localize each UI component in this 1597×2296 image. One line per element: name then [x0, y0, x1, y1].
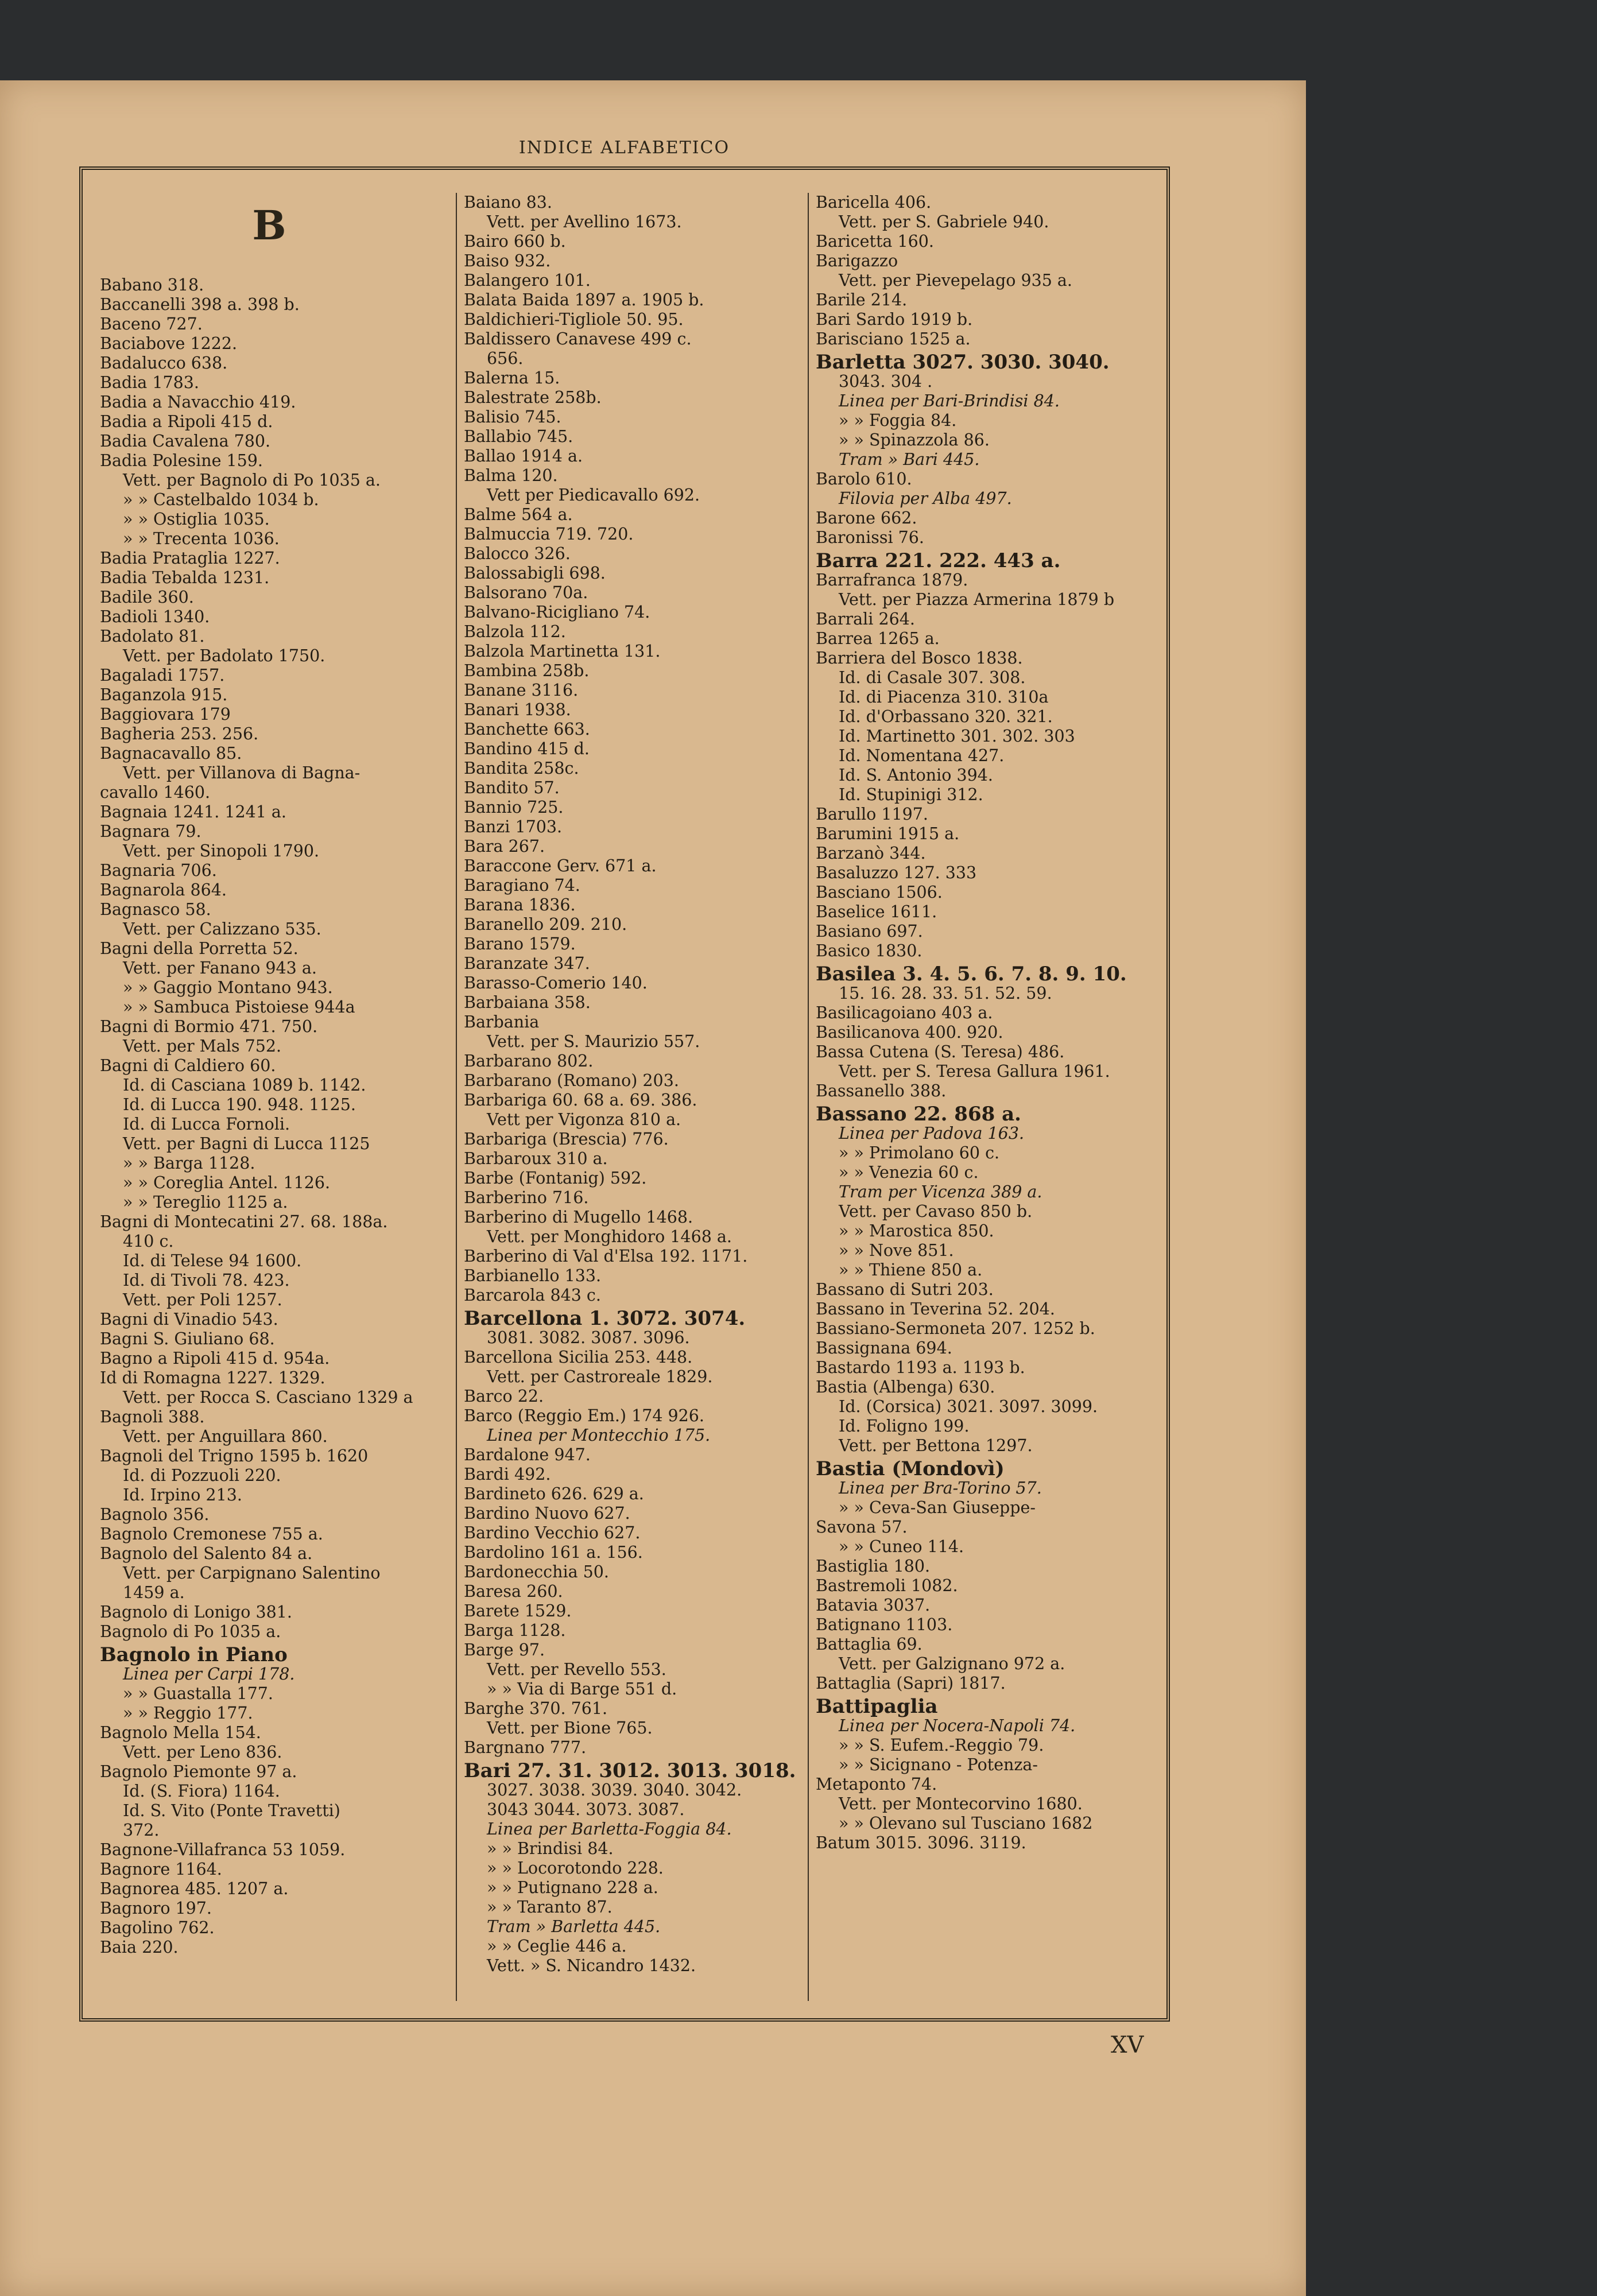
index-entry: Id. di Pozzuoli 220.: [123, 1466, 281, 1485]
index-entry: Bastiglia 180.: [816, 1557, 931, 1576]
index-entry: » » Castelbaldo 1034 b.: [123, 490, 319, 509]
index-entry: Bardino Vecchio 627.: [464, 1523, 641, 1542]
index-entry: » » Nove 851.: [839, 1241, 954, 1260]
index-entry: Baiano 83.: [464, 193, 552, 212]
index-entry: Id. di Lucca Fornoli.: [123, 1115, 290, 1134]
index-entry: Vett. per Bagni di Lucca 1125: [123, 1134, 370, 1153]
index-entry: Id. S. Antonio 394.: [839, 766, 993, 785]
index-entry: Barberino di Val d'Elsa 192. 1171.: [464, 1247, 748, 1266]
index-entry: Barbariga 60. 68 a. 69. 386.: [464, 1091, 697, 1110]
index-entry: Batum 3015. 3096. 3119.: [816, 1833, 1026, 1852]
index-entry: » » Taranto 87.: [487, 1898, 613, 1917]
index-entry: Bagnoli del Trigno 1595 b. 1620: [100, 1446, 369, 1465]
index-entry: Bagnolo Mella 154.: [100, 1723, 261, 1742]
index-entry: Vett. » S. Nicandro 1432.: [487, 1956, 696, 1975]
index-entry: 410 c.: [123, 1232, 174, 1251]
index-entry: Bastia (Mondovì): [816, 1457, 1005, 1480]
index-entry: Barletta 3027. 3030. 3040.: [816, 351, 1110, 374]
index-entry: » » Putignano 228 a.: [487, 1878, 658, 1897]
index-entry: Basilicanova 400. 920.: [816, 1023, 1003, 1042]
index-entry: Balmuccia 719. 720.: [464, 525, 634, 544]
index-entry: » » Locorotondo 228.: [487, 1859, 664, 1878]
index-entry: Bagnoli 388.: [100, 1407, 205, 1426]
index-entry: Balerna 15.: [464, 369, 560, 387]
index-entry: Bagheria 253. 256.: [100, 724, 259, 743]
index-entry: Vett. per Revello 553.: [487, 1660, 666, 1679]
index-entry: Vett. per Rocca S. Casciano 1329 a: [123, 1388, 413, 1407]
index-entry: Bardino Nuovo 627.: [464, 1504, 630, 1523]
index-entry: Bagnore 1164.: [100, 1860, 222, 1879]
index-entry: Bassa Cutena (S. Teresa) 486.: [816, 1042, 1065, 1061]
index-entry: Vett. per Cavaso 850 b.: [839, 1202, 1033, 1221]
index-entry: » » Brindisi 84.: [487, 1839, 614, 1858]
index-entry: Bagnoro 197.: [100, 1899, 212, 1918]
index-entry: Barbarano 802.: [464, 1052, 594, 1071]
index-entry: Ballao 1914 a.: [464, 447, 583, 466]
index-entry: Bannio 725.: [464, 798, 564, 817]
page-number: XV: [1111, 2032, 1144, 2058]
index-entry: Barrafranca 1879.: [816, 571, 968, 589]
index-entry: Filovia per Alba 497.: [839, 489, 1012, 508]
index-entry: Baggiovara 179: [100, 705, 231, 724]
index-entry: Badia 1783.: [100, 373, 199, 392]
index-entry: Bagnolo di Lonigo 381.: [100, 1603, 292, 1622]
index-entry: Basilea 3. 4. 5. 6. 7. 8. 9. 10.: [816, 963, 1127, 986]
index-entry: Bagni di Bormio 471. 750.: [100, 1017, 318, 1036]
index-entry: Linea per Bra-Torino 57.: [839, 1479, 1042, 1498]
index-entry: Bagnolo in Piano: [100, 1643, 288, 1666]
index-entry: Barra 221. 222. 443 a.: [816, 549, 1061, 572]
index-entry: » » S. Eufem.-Reggio 79.: [839, 1736, 1044, 1755]
index-entry: Vett. per Sinopoli 1790.: [123, 841, 320, 860]
index-entry: Balangero 101.: [464, 271, 591, 290]
index-entry: Vett. per Fanano 943 a.: [123, 959, 317, 978]
index-entry: Basiano 697.: [816, 922, 923, 941]
index-entry: 3081. 3082. 3087. 3096.: [487, 1328, 690, 1347]
index-entry: » » Olevano sul Tusciano 1682: [839, 1814, 1093, 1833]
index-entry: Bardineto 626. 629 a.: [464, 1484, 644, 1503]
index-entry: Vett. per Villanova di Bagna-: [123, 763, 361, 782]
index-column-1: [100, 193, 439, 2001]
index-entry: » » Ceva-San Giuseppe-: [839, 1498, 1036, 1517]
index-entry: Barile 214.: [816, 290, 908, 309]
index-entry: Badia Cavalena 780.: [100, 432, 271, 451]
index-entry: Barco 22.: [464, 1387, 544, 1406]
index-entry: Linea per Nocera-Napoli 74.: [839, 1716, 1076, 1735]
index-entry: Bagni di Caldiero 60.: [100, 1056, 276, 1075]
index-entry: Bastardo 1193 a. 1193 b.: [816, 1358, 1025, 1377]
index-entry: Barolo 610.: [816, 470, 912, 488]
index-entry: Badioli 1340.: [100, 607, 210, 626]
index-entry: Barcarola 843 c.: [464, 1286, 601, 1305]
index-entry: » » Guastalla 177.: [123, 1684, 273, 1703]
index-entry: Barete 1529.: [464, 1601, 572, 1620]
index-entry: Linea per Montecchio 175.: [487, 1426, 711, 1445]
index-entry: Bagni della Porretta 52.: [100, 939, 299, 958]
index-entry: » » Coreglia Antel. 1126.: [123, 1173, 331, 1192]
index-column-2: [456, 193, 803, 2001]
index-entry: Badolato 81.: [100, 627, 205, 646]
index-entry: Bagnolo 356.: [100, 1505, 210, 1524]
index-entry: Id. di Casale 307. 308.: [839, 668, 1026, 687]
index-entry: Bardi 492.: [464, 1465, 551, 1484]
index-entry: Barbariga (Brescia) 776.: [464, 1130, 669, 1149]
index-entry: Balzola 112.: [464, 622, 566, 641]
index-entry: Banzi 1703.: [464, 817, 563, 836]
index-entry: Bagnolo Piemonte 97 a.: [100, 1762, 297, 1781]
index-entry: » » Sicignano - Potenza-: [839, 1755, 1038, 1774]
index-entry: » » Cuneo 114.: [839, 1537, 964, 1556]
index-entry: Baldichieri-Tigliole 50. 95.: [464, 310, 684, 329]
index-entry: Balsorano 70a.: [464, 583, 588, 602]
index-entry: Bassanello 388.: [816, 1081, 947, 1100]
index-entry: Badalucco 638.: [100, 354, 228, 373]
index-entry: Balma 120.: [464, 466, 558, 485]
index-entry: Balossabigli 698.: [464, 564, 606, 583]
index-entry: 3043. 304 .: [839, 372, 933, 391]
index-frame: [79, 166, 1170, 2022]
index-entry: Ballabio 745.: [464, 427, 573, 446]
index-entry: Bari Sardo 1919 b.: [816, 310, 973, 329]
index-entry: Baragiano 74.: [464, 876, 580, 895]
index-entry: Bagni S. Giuliano 68.: [100, 1329, 275, 1348]
index-entry: Baraccone Gerv. 671 a.: [464, 856, 657, 875]
index-entry: Basico 1830.: [816, 941, 922, 960]
index-entry: Id. Foligno 199.: [839, 1417, 970, 1436]
index-entry: Barrea 1265 a.: [816, 629, 940, 648]
index-entry: Battaglia 69.: [816, 1635, 922, 1654]
index-entry: cavallo 1460.: [100, 783, 211, 802]
index-entry: Barano 1579.: [464, 934, 576, 953]
index-entry: Bardolino 161 a. 156.: [464, 1543, 643, 1562]
index-entry: Barisciano 1525 a.: [816, 329, 971, 348]
index-entry: Vett. per Avellino 1673.: [487, 212, 682, 231]
index-entry: Bagnaria 706.: [100, 861, 217, 880]
index-entry: Bandino 415 d.: [464, 739, 590, 758]
index-entry: Vett. per Leno 836.: [123, 1743, 282, 1762]
index-entry: Barigazzo: [816, 251, 898, 270]
index-entry: Vett. per Galzignano 972 a.: [839, 1654, 1065, 1673]
index-entry: Bagno a Ripoli 415 d. 954a.: [100, 1349, 330, 1368]
index-entry: Vett. per S. Gabriele 940.: [839, 212, 1049, 231]
index-entry: 3043 3044. 3073. 3087.: [487, 1800, 685, 1819]
index-entry: Batavia 3037.: [816, 1596, 931, 1615]
index-entry: Bastia (Albenga) 630.: [816, 1378, 995, 1397]
index-entry: Balestrate 258b.: [464, 388, 602, 407]
index-entry: Battipaglia: [816, 1695, 938, 1718]
index-entry: Id. S. Vito (Ponte Travetti): [123, 1801, 340, 1820]
index-entry: Badia a Ripoli 415 d.: [100, 412, 273, 431]
index-entry: 372.: [123, 1821, 160, 1840]
index-entry: Id. Martinetto 301. 302. 303: [839, 727, 1075, 746]
index-entry: Id. di Telese 94 1600.: [123, 1251, 302, 1270]
index-entry: 1459 a.: [123, 1583, 185, 1602]
index-entry: » » Reggio 177.: [123, 1704, 253, 1723]
index-entry: Barbianello 133.: [464, 1266, 602, 1285]
index-entry: » » Sambuca Pistoiese 944a: [123, 998, 355, 1017]
index-entry: Metaponto 74.: [816, 1775, 937, 1794]
index-entry: Bairo 660 b.: [464, 232, 566, 251]
index-entry: Badia a Navacchio 419.: [100, 393, 296, 412]
index-entry: Bagnaia 1241. 1241 a.: [100, 802, 286, 821]
index-entry: » » Trecenta 1036.: [123, 529, 280, 548]
index-entry: Barghe 370. 761.: [464, 1699, 608, 1718]
section-letter: B: [252, 201, 286, 249]
index-entry: Baresa 260.: [464, 1582, 563, 1601]
index-entry: Bassano 22. 868 a.: [816, 1103, 1021, 1126]
index-entry: Basilicagoiano 403 a.: [816, 1003, 993, 1022]
index-entry: Bagnolo di Po 1035 a.: [100, 1622, 281, 1641]
index-entry: Balme 564 a.: [464, 505, 573, 524]
index-entry: Badia Tebalda 1231.: [100, 568, 270, 587]
index-entry: Bassano di Sutri 203.: [816, 1280, 994, 1299]
index-entry: Linea per Barletta-Foggia 84.: [487, 1820, 732, 1839]
index-entry: Vett per Vigonza 810 a.: [487, 1110, 681, 1129]
index-entry: 15. 16. 28. 33. 51. 52. 59.: [839, 984, 1052, 1003]
index-entry: Basaluzzo 127. 333: [816, 863, 977, 882]
index-entry: Baricetta 160.: [816, 232, 934, 251]
index-entry: Bagnarola 864.: [100, 881, 227, 899]
index-entry: Baricella 406.: [816, 193, 932, 212]
index-entry: Vett. per S. Teresa Gallura 1961.: [839, 1062, 1110, 1081]
index-entry: Id. (Corsica) 3021. 3097. 3099.: [839, 1397, 1098, 1416]
index-entry: Vett. per S. Maurizio 557.: [487, 1032, 700, 1051]
index-entry: Vett. per Bagnolo di Po 1035 a.: [123, 471, 381, 490]
index-entry: Bari 27. 31. 3012. 3013. 3018.: [464, 1759, 796, 1782]
index-entry: Barga 1128.: [464, 1621, 566, 1640]
index-entry: » » Spinazzola 86.: [839, 430, 990, 449]
page-header: INDICE ALFABETICO: [518, 138, 730, 158]
index-entry: » » Via di Barge 551 d.: [487, 1680, 677, 1698]
index-entry: Barbaroux 310 a.: [464, 1149, 608, 1168]
index-entry: Barumini 1915 a.: [816, 824, 960, 843]
index-entry: Batignano 1103.: [816, 1615, 953, 1634]
index-entry: Barberino di Mugello 1468.: [464, 1208, 693, 1227]
index-entry: Banchette 663.: [464, 720, 590, 739]
index-entry: Barbe (Fontanig) 592.: [464, 1169, 647, 1188]
index-entry: Bagnolo del Salento 84 a.: [100, 1544, 313, 1563]
index-entry: Id. Irpino 213.: [123, 1486, 242, 1504]
index-entry: » » Foggia 84.: [839, 411, 957, 430]
index-column-3: [808, 193, 1154, 2001]
index-entry: Barbaiana 358.: [464, 993, 591, 1012]
index-entry: Id. di Piacenza 310. 310a: [839, 688, 1049, 707]
index-entry: Id. di Casciana 1089 b. 1142.: [123, 1076, 366, 1095]
index-entry: Bagnone-Villafranca 53 1059.: [100, 1840, 346, 1859]
index-entry: Barullo 1197.: [816, 805, 928, 824]
index-entry: Babano 318.: [100, 276, 204, 294]
index-entry: Id. Nomentana 427.: [839, 746, 1005, 765]
index-entry: Vett. per Bione 765.: [487, 1719, 653, 1737]
index-entry: Vett. per Pievepelago 935 a.: [839, 271, 1072, 290]
index-entry: Badia Prataglia 1227.: [100, 549, 280, 568]
index-entry: » » Tereglio 1125 a.: [123, 1193, 288, 1212]
index-entry: Linea per Padova 163.: [839, 1124, 1025, 1143]
index-entry: Baiso 932.: [464, 251, 551, 270]
index-entry: Vett. per Bettona 1297.: [839, 1436, 1033, 1455]
index-entry: Bargnano 777.: [464, 1738, 587, 1757]
index-entry: » » Venezia 60 c.: [839, 1163, 979, 1182]
index-entry: Bagnolo Cremonese 755 a.: [100, 1525, 323, 1543]
index-entry: Balata Baida 1897 a. 1905 b.: [464, 290, 704, 309]
index-entry: Savona 57.: [816, 1518, 908, 1537]
index-entry: Baganzola 915.: [100, 685, 228, 704]
index-entry: » » Gaggio Montano 943.: [123, 978, 333, 997]
index-entry: Baia 220.: [100, 1938, 179, 1957]
index-entry: Bassano in Teverina 52. 204.: [816, 1300, 1055, 1318]
index-entry: Baccanelli 398 a. 398 b.: [100, 295, 300, 314]
index-entry: Basciano 1506.: [816, 883, 943, 902]
index-entry: Bambina 258b.: [464, 661, 590, 680]
index-entry: Bagnasco 58.: [100, 900, 211, 919]
index-entry: Bagni di Vinadio 543.: [100, 1310, 278, 1329]
index-entry: Vett. per Mals 752.: [123, 1037, 282, 1056]
index-entry: Bara 267.: [464, 837, 545, 856]
index-entry: Bandito 57.: [464, 778, 560, 797]
index-entry: Balocco 326.: [464, 544, 571, 563]
index-entry: Bardonecchia 50.: [464, 1562, 609, 1581]
index-entry: 3027. 3038. 3039. 3040. 3042.: [487, 1781, 742, 1799]
index-entry: Linea per Bari-Brindisi 84.: [839, 391, 1060, 410]
index-entry: Vett. per Badolato 1750.: [123, 646, 325, 665]
index-entry: Vett. per Piazza Armerina 1879 b: [839, 590, 1115, 609]
index-entry: Balvano-Ricigliano 74.: [464, 603, 650, 622]
index-entry: Bagaladi 1757.: [100, 666, 225, 685]
index-entry: Bassiano-Sermoneta 207. 1252 b.: [816, 1319, 1095, 1338]
index-entry: Id. di Lucca 190. 948. 1125.: [123, 1095, 356, 1114]
index-entry: Baldissero Canavese 499 c.: [464, 329, 692, 348]
index-entry: Barge 97.: [464, 1640, 545, 1659]
index-entry: Bagnorea 485. 1207 a.: [100, 1879, 289, 1898]
index-entry: Id. Stupinigi 312.: [839, 785, 983, 804]
index-entry: Bagnara 79.: [100, 822, 201, 841]
index-entry: Vett. per Montecorvino 1680.: [839, 1794, 1083, 1813]
index-entry: Balzola Martinetta 131.: [464, 642, 661, 661]
index-entry: 656.: [487, 349, 524, 368]
index-entry: Banari 1938.: [464, 700, 571, 719]
index-entry: Tram per Vicenza 389 a.: [839, 1182, 1042, 1201]
index-entry: Badia Polesine 159.: [100, 451, 263, 470]
index-entry: Tram » Barletta 445.: [487, 1917, 661, 1936]
index-entry: » » Ostiglia 1035.: [123, 510, 270, 529]
index-entry: Badile 360.: [100, 588, 194, 607]
index-entry: Barcellona 1. 3072. 3074.: [464, 1307, 746, 1330]
index-entry: Baranzate 347.: [464, 954, 590, 973]
index-entry: Bastremoli 1082.: [816, 1576, 958, 1595]
index-entry: Tram » Bari 445.: [839, 450, 980, 469]
index-entry: Vett. per Anguillara 860.: [123, 1427, 328, 1446]
index-entry: Linea per Carpi 178.: [123, 1665, 295, 1684]
index-entry: Bassignana 694.: [816, 1339, 952, 1358]
index-entry: Id. d'Orbassano 320. 321.: [839, 707, 1053, 726]
index-entry: Balisio 745.: [464, 408, 561, 426]
index-entry: » » Thiene 850 a.: [839, 1261, 983, 1279]
index-entry: Baciabove 1222.: [100, 334, 238, 353]
index-entry: Barasso-Comerio 140.: [464, 974, 648, 992]
index-entry: Vett. per Castroreale 1829.: [487, 1367, 713, 1386]
index-entry: Bardalone 947.: [464, 1445, 591, 1464]
index-entry: Baronissi 76.: [816, 528, 924, 547]
index-entry: » » Barga 1128.: [123, 1154, 255, 1173]
index-entry: » » Primolano 60 c.: [839, 1143, 1000, 1162]
index-entry: Battaglia (Sapri) 1817.: [816, 1674, 1006, 1693]
index-entry: Id di Romagna 1227. 1329.: [100, 1368, 325, 1387]
index-entry: Vett. per Monghidoro 1468 a.: [487, 1227, 732, 1246]
index-entry: Baranello 209. 210.: [464, 915, 627, 934]
index-entry: Baselice 1611.: [816, 902, 937, 921]
index-entry: Barbarano (Romano) 203.: [464, 1071, 679, 1090]
index-entry: Id. di Tivoli 78. 423.: [123, 1271, 290, 1290]
index-entry: Vett per Piedicavallo 692.: [487, 486, 700, 505]
index-entry: Barriera del Bosco 1838.: [816, 649, 1023, 668]
index-entry: Barbania: [464, 1013, 540, 1031]
index-entry: Barana 1836.: [464, 895, 576, 914]
index-entry: » » Marostica 850.: [839, 1221, 994, 1240]
index-entry: Baceno 727.: [100, 315, 203, 333]
index-entry: Barco (Reggio Em.) 174 926.: [464, 1406, 704, 1425]
index-entry: » » Ceglie 446 a.: [487, 1937, 627, 1956]
index-entry: Bandita 258c.: [464, 759, 579, 778]
index-entry: Barone 662.: [816, 509, 917, 528]
index-entry: Bagnacavallo 85.: [100, 744, 242, 763]
index-entry: Barberino 716.: [464, 1188, 589, 1207]
index-entry: Vett. per Calizzano 535.: [123, 920, 321, 938]
index-entry: Bagni di Montecatini 27. 68. 188a.: [100, 1212, 388, 1231]
index-entry: Vett. per Carpignano Salentino: [123, 1564, 381, 1583]
index-entry: Barzanò 344.: [816, 844, 926, 863]
index-entry: Bagolino 762.: [100, 1918, 215, 1937]
index-entry: Id. (S. Fiora) 1164.: [123, 1782, 280, 1801]
index-entry: Banane 3116.: [464, 681, 579, 700]
index-entry: Barcellona Sicilia 253. 448.: [464, 1348, 693, 1367]
index-entry: Barrali 264.: [816, 610, 915, 629]
index-entry: Vett. per Poli 1257.: [123, 1290, 282, 1309]
